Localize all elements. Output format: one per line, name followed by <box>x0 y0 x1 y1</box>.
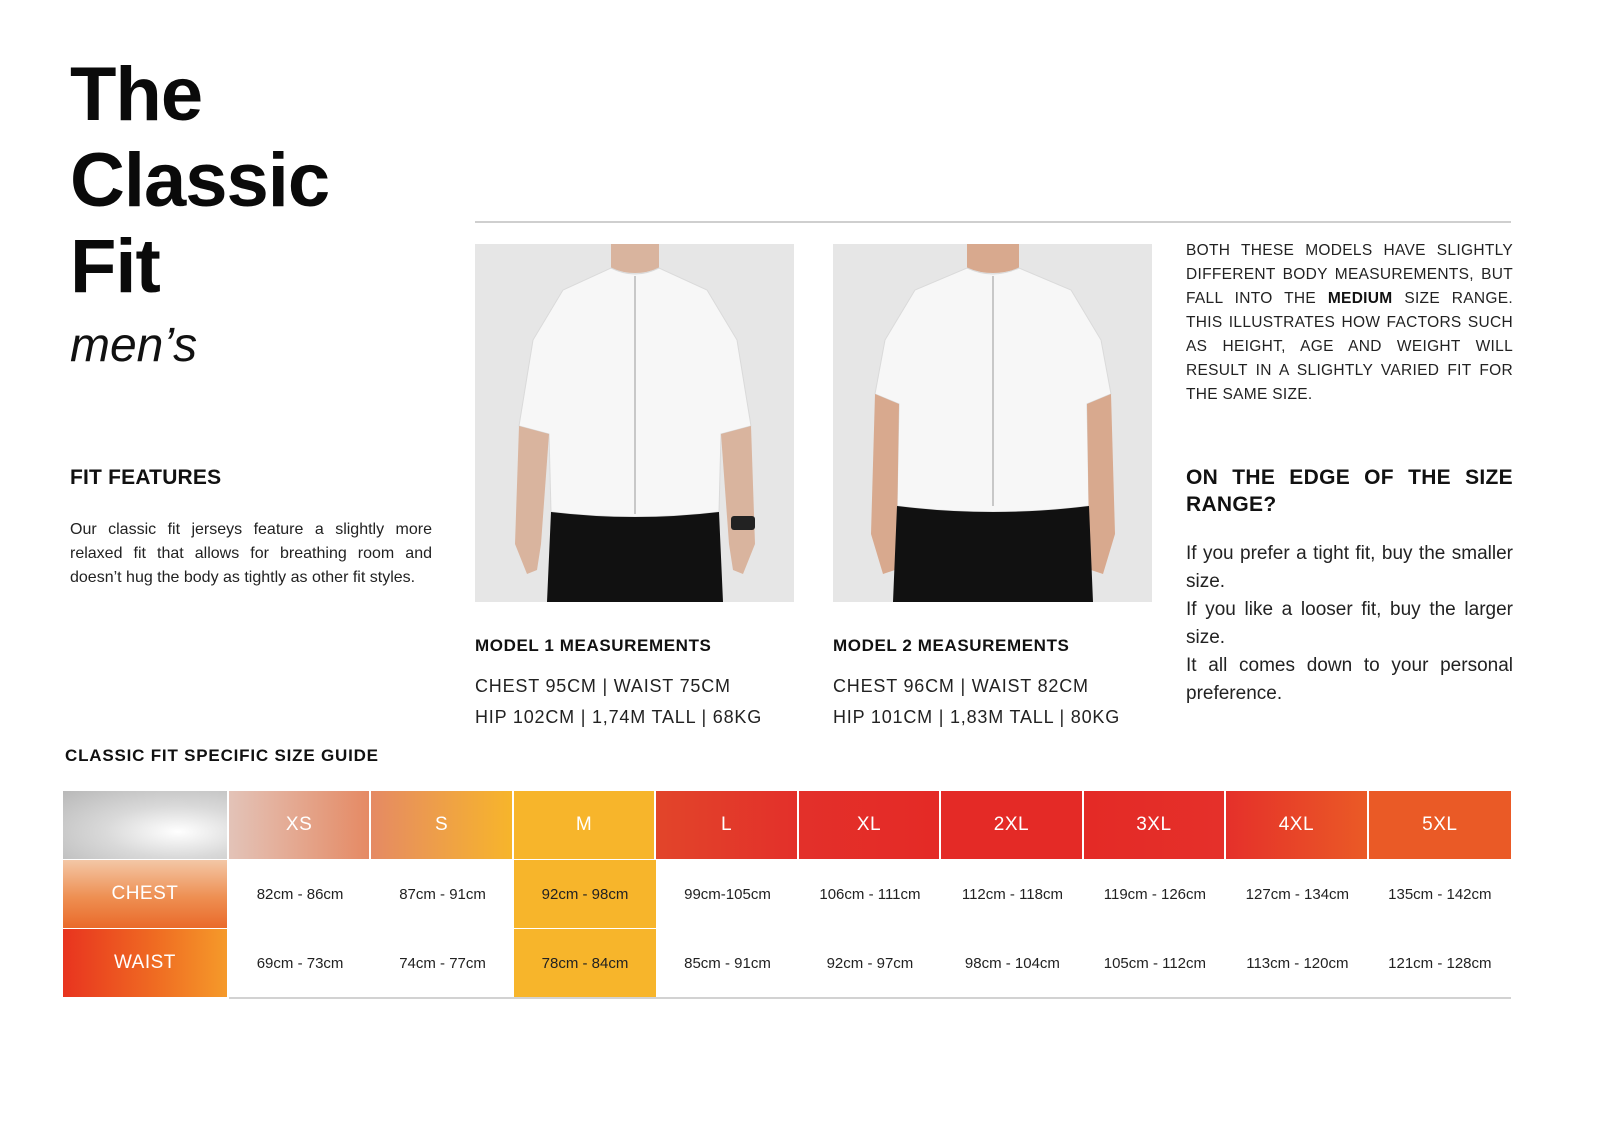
waist-row <box>63 928 1511 997</box>
model-1-measurements-line-1: CHEST 95CM | WAIST 75CM <box>475 676 731 696</box>
chest-label: CHEST <box>63 860 229 928</box>
model-1-measurements-line-2: HIP 102CM | 1,74M TALL | 68KG <box>475 707 763 727</box>
models-note <box>1186 239 1513 407</box>
table-cell: 69cm - 73cm <box>229 929 371 997</box>
size-header: 3XL <box>1084 791 1226 859</box>
size-header: XL <box>799 791 941 859</box>
size-header: L <box>656 791 798 859</box>
page-subtitle: men’s <box>70 319 198 372</box>
model-2-heading: MODEL 2 MEASUREMENTS <box>833 636 1070 655</box>
advice-line: If you prefer a tight fit, buy the smaller size. <box>1186 543 1513 592</box>
size-header: 2XL <box>941 791 1083 859</box>
divider <box>475 221 1511 223</box>
size-header: M <box>514 791 656 859</box>
waist-label: WAIST <box>63 929 229 997</box>
table-cell: 74cm - 77cm <box>371 929 513 997</box>
model-1-heading: MODEL 1 MEASUREMENTS <box>475 636 712 655</box>
fit-features-text: Our classic fit jerseys feature a slightly more relaxed fit that allows for breathing room and doesn’t hug the body as tightly as other fit styles. <box>70 521 432 586</box>
size-edge-advice <box>1186 540 1513 708</box>
table-cell: 99cm-105cm <box>656 860 798 928</box>
size-header: 5XL <box>1369 791 1511 859</box>
model-2-measurements-line-1: CHEST 96CM | WAIST 82CM <box>833 676 1089 696</box>
fit-features-heading: FIT FEATURES <box>70 466 222 489</box>
table-cell: 112cm - 118cm <box>941 860 1083 928</box>
title-line: Classic <box>70 138 330 223</box>
size-guide-table <box>63 791 1511 999</box>
table-cell: 78cm - 84cm <box>514 929 656 997</box>
table-cell: 98cm - 104cm <box>941 929 1083 997</box>
table-bottom-rule <box>229 997 1511 999</box>
note-text: SIZE RANGE. THIS ILLUSTRATES HOW FACTORS SUCH AS HEIGHT, AGE AND WEIGHT WILL RESULT IN A SLIGHTLY VARIED FIT FOR THE SAME SIZE. <box>1186 290 1514 403</box>
table-cell: 119cm - 126cm <box>1084 860 1226 928</box>
chest-row <box>63 859 1511 928</box>
table-cell: 135cm - 142cm <box>1369 860 1511 928</box>
size-header: XS <box>229 791 371 859</box>
advice-line: It all comes down to your personal preference. <box>1186 655 1513 704</box>
table-cell: 92cm - 98cm <box>514 860 656 928</box>
table-cell: 121cm - 128cm <box>1369 929 1511 997</box>
title-line: The <box>70 52 203 137</box>
model-2-measurements-line-2: HIP 101CM | 1,83M TALL | 80KG <box>833 707 1121 727</box>
size-header: 4XL <box>1226 791 1368 859</box>
page-title <box>70 52 329 310</box>
table-cell: 127cm - 134cm <box>1226 860 1368 928</box>
size-header-row <box>63 791 1511 859</box>
table-cell: 106cm - 111cm <box>799 860 941 928</box>
model-2-photo <box>833 244 1152 602</box>
table-cell: 113cm - 120cm <box>1226 929 1368 997</box>
size-edge-heading: ON THE EDGE OF THE SIZE RANGE? <box>1186 466 1513 516</box>
corner-cell <box>63 791 229 859</box>
size-header: S <box>371 791 513 859</box>
size-guide-heading: CLASSIC FIT SPECIFIC SIZE GUIDE <box>65 746 379 765</box>
table-cell: 82cm - 86cm <box>229 860 371 928</box>
table-cell: 105cm - 112cm <box>1084 929 1226 997</box>
table-cell: 87cm - 91cm <box>371 860 513 928</box>
model-1-photo <box>475 244 794 602</box>
table-cell: 92cm - 97cm <box>799 929 941 997</box>
advice-line: If you like a looser fit, buy the larger size. <box>1186 599 1513 648</box>
title-line: Fit <box>70 224 160 309</box>
table-cell: 85cm - 91cm <box>656 929 798 997</box>
note-bold-size: MEDIUM <box>1327 290 1393 307</box>
note-text: BOTH THESE MODELS HAVE SLIGHTLY DIFFERENT BODY MEASUREMENTS, BUT FALL INTO THE <box>1186 242 1513 307</box>
